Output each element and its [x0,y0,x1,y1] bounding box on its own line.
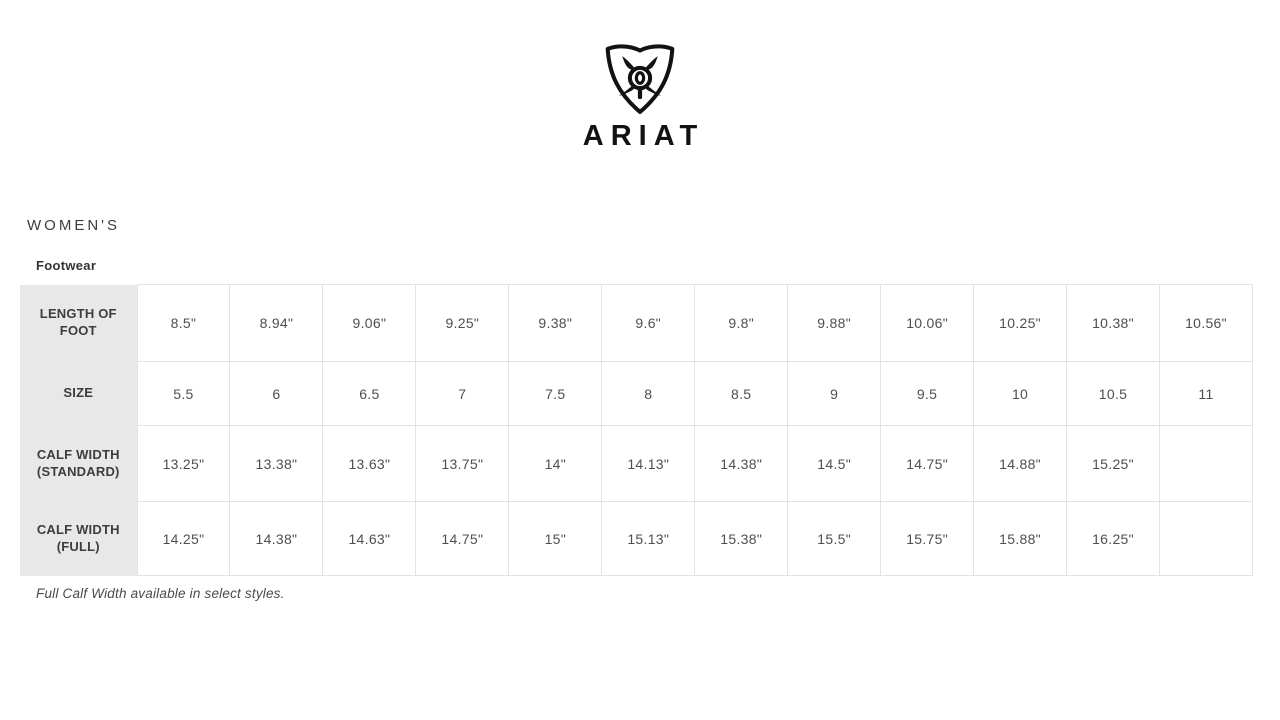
table-cell: 5.5 [137,362,230,426]
table-cell: 15.13" [602,502,695,576]
size-chart-table [20,284,1253,576]
table-cell: 8.94" [230,285,323,362]
table-cell: 14.75" [416,502,509,576]
table-row [20,362,1253,426]
table-cell: 6.5 [323,362,416,426]
table-cell: 10.56" [1159,285,1252,362]
table-cell [1159,502,1252,576]
table-cell: 14.38" [230,502,323,576]
table-cell: 6 [230,362,323,426]
table-cell: 9.25" [416,285,509,362]
section-title: WOMEN'S [27,217,121,234]
brand-wordmark: ARIAT [582,120,705,152]
table-cell: 14.75" [881,426,974,502]
table-cell: 15.5" [788,502,881,576]
table-cell: 14.88" [974,426,1067,502]
table-row [20,426,1253,502]
table-cell: 7 [416,362,509,426]
table-cell: 14.63" [323,502,416,576]
table-cell: 15.75" [881,502,974,576]
table-cell: 8.5 [695,362,788,426]
table-cell: 13.38" [230,426,323,502]
table-cell: 9.8" [695,285,788,362]
table-cell: 10.38" [1067,285,1160,362]
table-cell: 14" [509,426,602,502]
row-label: CALF WIDTH (STANDARD) [20,426,137,502]
ariat-shield-logo [599,40,681,116]
table-cell: 13.63" [323,426,416,502]
table-row [20,502,1253,576]
table-cell: 9 [788,362,881,426]
table-cell: 14.5" [788,426,881,502]
table-cell: 9.6" [602,285,695,362]
table-cell: 14.25" [137,502,230,576]
table-cell: 9.06" [323,285,416,362]
table-cell: 13.75" [416,426,509,502]
row-label: SIZE [20,362,137,426]
footnote: Full Calf Width available in select styles. [36,586,285,601]
table-row [20,285,1253,362]
table-cell: 9.5 [881,362,974,426]
table-cell: 16.25" [1067,502,1160,576]
row-label: CALF WIDTH (FULL) [20,502,137,576]
table-cell: 10.5 [1067,362,1160,426]
table-title: Footwear [36,258,97,273]
table-cell: 15.88" [974,502,1067,576]
table-cell: 10 [974,362,1067,426]
table-cell: 14.13" [602,426,695,502]
row-label: LENGTH OF FOOT [20,285,137,362]
table-cell: 15" [509,502,602,576]
table-cell: 13.25" [137,426,230,502]
table-cell: 15.25" [1067,426,1160,502]
table-cell: 8 [602,362,695,426]
brand-logo [0,0,1280,153]
table-cell: 15.38" [695,502,788,576]
table-cell: 11 [1159,362,1252,426]
table-cell: 14.38" [695,426,788,502]
table-cell: 7.5 [509,362,602,426]
table-cell: 9.38" [509,285,602,362]
table-cell [1159,426,1252,502]
table-cell: 8.5" [137,285,230,362]
table-cell: 10.25" [974,285,1067,362]
table-cell: 9.88" [788,285,881,362]
table-cell: 10.06" [881,285,974,362]
